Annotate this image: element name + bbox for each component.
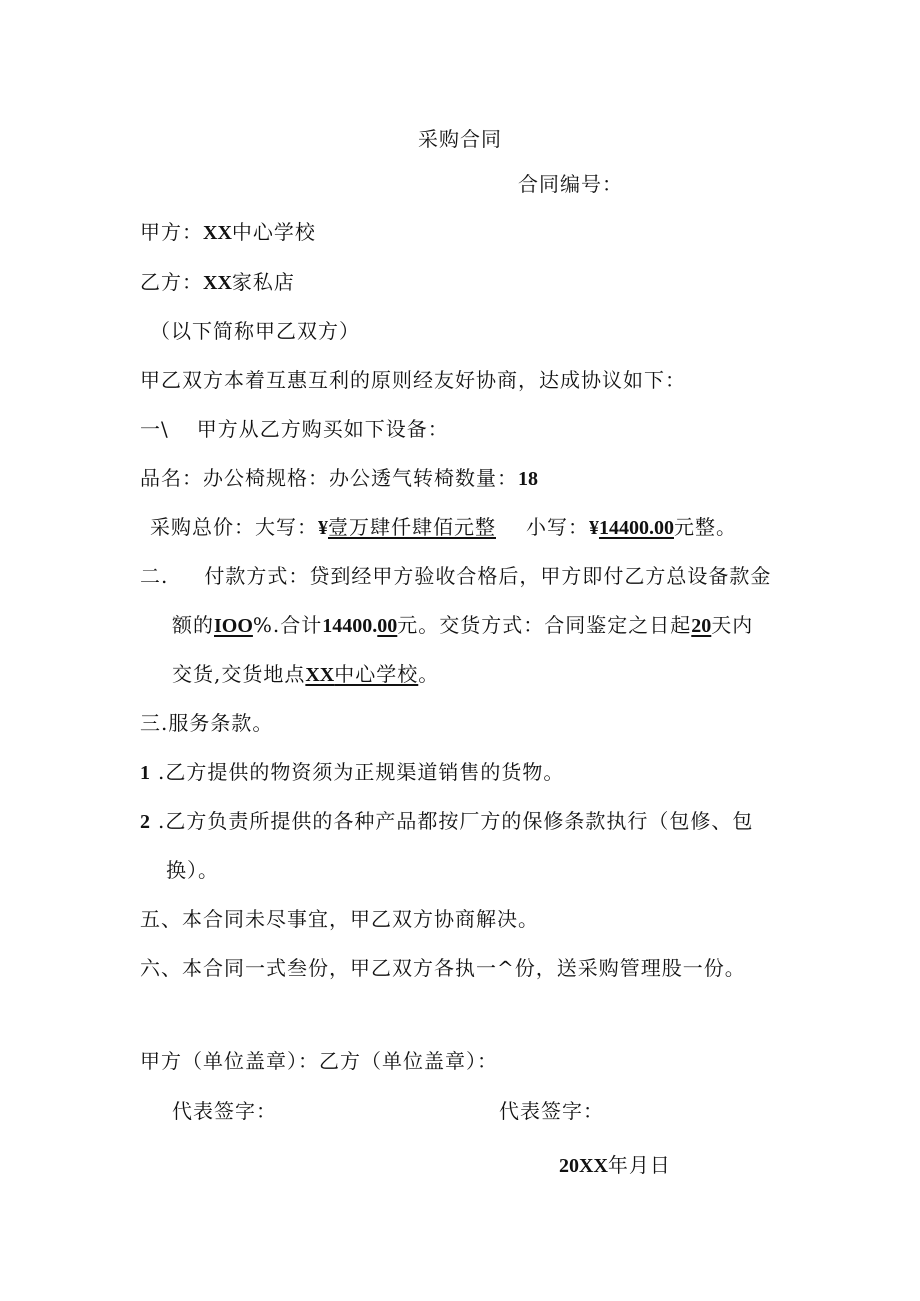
yuan-symbol-2: ¥ [589, 517, 599, 539]
section-2-text-3b: 。 [418, 662, 440, 686]
section-2-text-2b: %.合计 [252, 613, 323, 637]
party-b-line [140, 270, 295, 295]
price-label: 采购总价：大写： [150, 515, 318, 539]
section-2-line-3 [172, 662, 439, 687]
contract-title: 采购合同 [418, 127, 502, 151]
section-5: 五、本合同未尽事宜，甲乙双方协商解决。 [140, 907, 539, 931]
amount-in-digits: 14400.00 [599, 517, 674, 539]
price-suffix: 元整。 [674, 515, 737, 539]
party-b-name: 家私店 [231, 270, 295, 294]
clause-2 [140, 809, 753, 834]
date-rest: 年月日 [607, 1153, 671, 1177]
seal-line: 甲方（单位盖章）：乙方（单位盖章）： [140, 1049, 498, 1073]
total-amount-int: 14400. [322, 615, 378, 637]
delivery-location [305, 662, 418, 686]
small-amount-label: 小写： [526, 515, 589, 539]
clause-1-number: 1 [140, 762, 150, 784]
total-amount-dec: 00 [377, 615, 398, 637]
section-2-line-2 [172, 613, 753, 638]
section-2-text-2d: 天内 [711, 613, 754, 637]
party-b-name-prefix: XX [203, 272, 232, 294]
payment-percent: IOO [214, 615, 253, 637]
section-1-number: 一\ [140, 417, 169, 441]
party-a-name-prefix: XX [203, 222, 232, 244]
section-2-text-2c: 元。交货方式：合同鉴定之日起 [397, 613, 692, 637]
signature-a: 代表签字： [172, 1099, 277, 1123]
delivery-location-prefix: XX [305, 664, 335, 686]
clause-2-number: 2 [140, 811, 150, 833]
clause-1 [140, 760, 564, 785]
product-line [140, 466, 538, 491]
price-line [150, 515, 737, 540]
section-2-text-1: 付款方式：贷到经甲方验收合格后，甲方即付乙方总设备款金 [204, 564, 772, 588]
clause-2-continued: 换）。 [166, 858, 219, 882]
section-2-text-3a: 交货,交货地点 [172, 662, 306, 686]
delivery-days: 20 [691, 615, 712, 637]
contract-number-label: 合同编号： [518, 172, 623, 196]
intro-paragraph: 甲乙双方本着互惠互利的原则经友好协商，达成协议如下： [140, 368, 686, 392]
section-2-line-1 [140, 564, 771, 588]
product-spec-text: 品名：办公椅规格：办公透气转椅数量： [140, 466, 518, 490]
delivery-location-name: 中心学校 [334, 662, 419, 686]
date-year: 20XX [559, 1155, 608, 1177]
section-1-text: 甲方从乙方购买如下设备： [196, 417, 449, 441]
signature-b: 代表签字： [499, 1099, 604, 1123]
clause-1-text: .乙方提供的物资须为正规渠道销售的货物。 [158, 760, 565, 784]
product-quantity: 18 [518, 468, 538, 490]
clause-2-text: .乙方负责所提供的各种产品都按厂方的保修条款执行（包修、包 [158, 809, 754, 833]
abbreviation-note: （以下简称甲乙双方） [150, 319, 360, 343]
party-a-label: 甲方： [140, 220, 203, 244]
yuan-symbol: ¥ [318, 517, 328, 539]
amount-in-words: 壹万肆仟肆佰元整 [328, 515, 496, 539]
section-2-number: 二. [140, 564, 169, 588]
section-2-text-2a: 额的 [172, 613, 214, 637]
date-line [559, 1153, 671, 1178]
section-3-heading: 三.服务条款。 [140, 711, 274, 735]
party-b-label: 乙方： [140, 270, 203, 294]
party-a-name: 中心学校 [231, 220, 316, 244]
section-6: 六、本合同一式叁份，甲乙双方各执一^份，送采购管理股一份。 [140, 956, 746, 980]
party-a-line [140, 220, 316, 245]
section-1-line [140, 417, 449, 441]
